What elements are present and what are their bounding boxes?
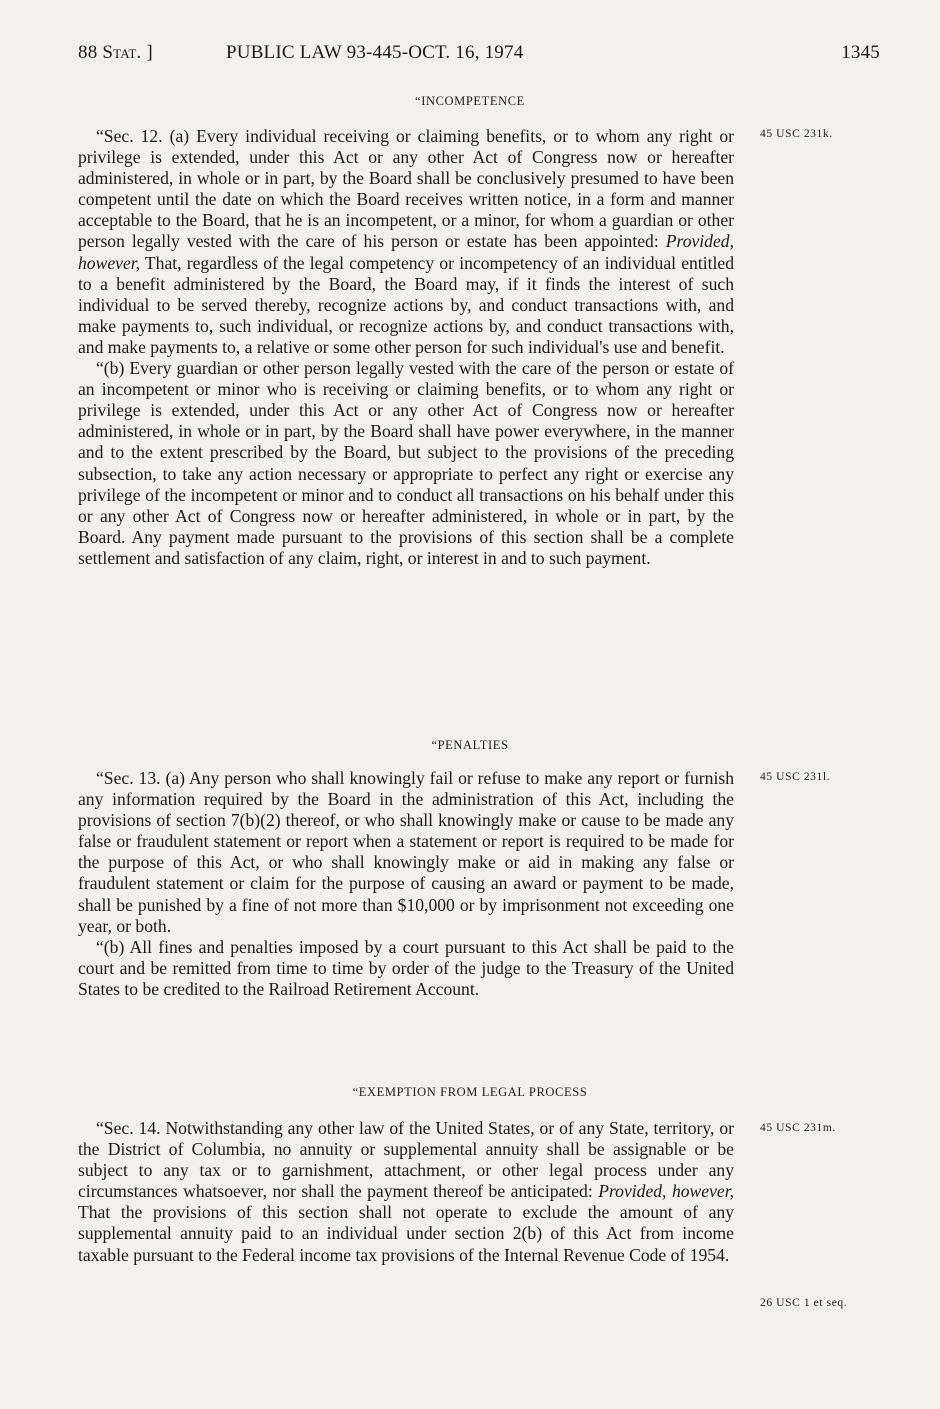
margin-citation-231l: 45 USC 231l.	[760, 771, 831, 783]
running-header	[78, 42, 880, 70]
section-12-paragraph-a: “Sec. 12. (a) Every individual receiving or claiming benefits, or to whom any right or privilege is extended, under this Act or any other Act of Congress now or hereafter administered, in whole or in part, by the Board shall be conclusively presumed to have been competent until the date on which the Board receives written notice, in a form and manner acceptable to the Board, that he is an incompetent, or a minor, for whom a guardian or other person legally vested with the care of his person or estate has been appointed: Provided, however, That, regardless of the legal competency or incompetency of an individual entitled to a benefit administered by the Board, the Board may, if it finds the interest of such individual to be served thereby, recognize actions by, and conduct transactions with, and make payments to, such individual, or recognize actions by, and conduct transactions with, and make payments to, a relative or some other person for such individual's use and benefit.	[78, 126, 734, 357]
section-heading-incompetence: “INCOMPETENCE	[415, 94, 525, 108]
margin-citation-26usc: 26 USC 1 et seq.	[760, 1297, 848, 1309]
section-14-paragraph: “Sec. 14. Notwithstanding any other law of the United States, or of any State, territory, or the District of Columbia, no annuity or supplemental annuity shall be assignable or be subject to any tax or to garnishment, attachment, or other legal process under any circumstances whatsoever, nor shall the payment thereof be anticipated: Provided, however, That the provisions of this section shall not operate to exclude the amount of any supplemental annuity paid to an individual under section 2(b) of this Act from income taxable pursuant to the Federal income tax provisions of the Internal Revenue Code of 1954.	[78, 1118, 735, 1265]
margin-citation-231m: 45 USC 231m.	[760, 1122, 836, 1134]
section-13-text	[78, 768, 734, 1000]
section-13-paragraph-b: “(b) All fines and penalties imposed by a court pursuant to this Act shall be paid to the court and be remitted from time to time by order of the judge to the Treasury of the United States to be credited to the Railroad Retirement Account.	[78, 936, 734, 999]
section-13-paragraph-a: “Sec. 13. (a) Any person who shall knowingly fail or refuse to make any report or furnish any information required by the Board in the administration of this Act, including the provisions of section 7(b)(2) thereof, or who shall knowingly make or cause to be made any false or fraudulent statement or report when a statement or report is required to be made for the purpose of this Act, or who shall knowingly make or aid in making any false or fraudulent statement or claim for the purpose of causing an award or payment to be made, shall be punished by a fine of not more than $10,000 or by imprisonment not exceeding one year, or both.	[78, 768, 734, 936]
section-12-paragraph-b: “(b) Every guardian or other person legally vested with the care of the person or estate of an incompetent or minor who is receiving or claiming benefits, or to whom any right or privilege is extended, under this Act or any other Act of Congress now or hereafter administered, in whole or in part, by the Board shall have power everywhere, in the manner and to the extent prescribed by the Board, but subject to the provisions of the preceding subsection, to take any action necessary or appropriate to perfect any right or exercise any privilege of the incompetent or minor and to conduct all transactions on his behalf under this or any other Act of Congress now or hereafter administered, in whole or in part, by the Board. Any payment made pursuant to the provisions of this section shall be a complete settlement and satisfaction of any claim, right, or interest in and to such payment.	[78, 358, 734, 568]
section-14-text	[78, 1118, 734, 1266]
section-heading-exemption: “EXEMPTION FROM LEGAL PROCESS	[352, 1085, 588, 1099]
page-number: 1345	[841, 42, 880, 63]
law-title: PUBLIC LAW 93-445-OCT. 16, 1974	[226, 42, 524, 63]
margin-citation-231k: 45 USC 231k.	[760, 128, 833, 140]
section-12-text	[78, 126, 734, 569]
volume-reference: 88 Stat. ]	[78, 42, 153, 63]
section-heading-penalties: “PENALTIES	[431, 738, 509, 752]
